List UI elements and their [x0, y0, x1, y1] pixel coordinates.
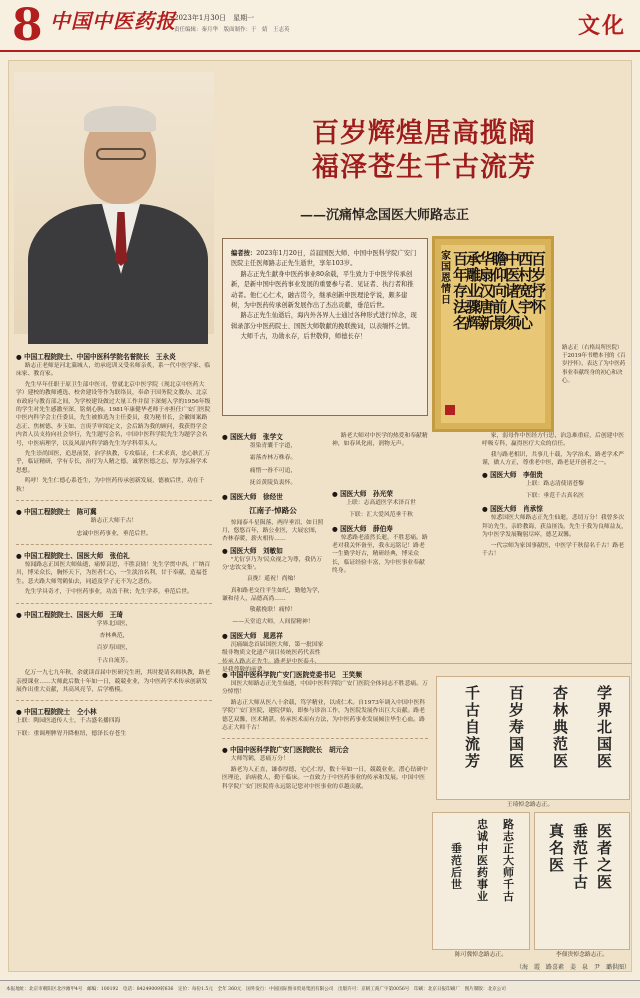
editor-credits: 责任编辑：秦月华 版面制作：于 婧 王志英 — [174, 27, 290, 33]
calligraphy-col: 百岁寿国医 — [509, 684, 525, 770]
tribute-author: ● 国医大师 刘敏如 — [222, 546, 324, 556]
tribute-paragraph: 路志正老师是河北藁城人，幼承庭训又受名师亲炙，系一代中医学家、临床家、教育家。 — [16, 363, 211, 378]
li-caption: 李佃贵悼念路志正。 — [555, 952, 609, 958]
tribute-paragraph: 大师驾鹤，悲痛万分！ — [230, 756, 289, 763]
tribute-verse: 墨染青囊千字道， — [249, 443, 297, 449]
calligraphy-col: 垂范千古 — [573, 822, 589, 891]
tribute-verse: 霜落杏林万株春。 — [249, 455, 297, 462]
page-number: 8 — [12, 0, 43, 51]
calligraphy-paper — [441, 245, 545, 423]
chen-caption: 陈可冀悼念路志正。 — [454, 952, 508, 958]
calligraphy-col: 华扇汉唐新 — [479, 250, 495, 332]
calligraphy-caption: 路志正（右格局所医院）于2019年书赠本刊的《百岁抒怀》，表达了为中医药事业奉献终身的初心和决心。 — [562, 345, 626, 384]
calligraphy-wangqi — [436, 676, 630, 800]
tribute-author: ● 中国工程院院士、中国中医科学院名誉院长 王永炎 — [16, 352, 212, 362]
tribute-column-5 — [222, 670, 428, 960]
tribute-author: ● 国医大师 晁恩祥 — [222, 631, 324, 641]
photo-credit: （海 霞 路喜素 姜 泉 尹 璐供图） — [515, 964, 630, 971]
tribute-paragraph: 惊悉国医大师路志正先生仙逝，悲切万分！我曾多次拜访先生，亲聆教诲，获益匪浅。先生于我为良师益友，为中医学发展鞠躬尽瘁，德艺双馨。 — [482, 515, 627, 539]
tribute-paragraph: 路老大师对中医学的热爱和奉献精神，如春风化雨，润物无声。 — [332, 433, 428, 448]
calligraphy-col: 百岁抒怀 — [531, 250, 547, 316]
tribute-column-2 — [222, 432, 324, 673]
footer-imprint: 本报地址：北京市朝阳区北沙滩甲4号 邮编：100192 电话：84249009转636 定价：每份1.5元 全年 360元 国外发行：中国国际图书贸易集团有限公司 出版许可：京朝工商广字第0056号 印刷：北京日报印刷厂 图片制版：北京公司 — [0, 980, 640, 997]
tribute-paragraph: 先生学具奇才，于中医药事业，功盖千秋；先生学养，垂范后世。 — [24, 589, 193, 596]
tribute-paragraph: 惊闻泰斗星陨落，两岸垂泪，如日照月，悠悠百年，路公业医，大展宏图，杏林春暖，薪火相传…… — [222, 519, 324, 543]
tribute-verse: 痛惜一眷不可追， — [249, 467, 297, 474]
editor-note-p2: 路志正先生献身中医药事业80余载，平生致力于中医学传承创新，是新中国中医药事业发展的重要参与者、见证者、执行者和推动者。他仁心仁术，融古贯今，继承创新中医理论学说，颇多建树，为中医药传承创新发展作出了杰出贡献，垂范后世。 — [231, 270, 414, 310]
tribute-verse: 忠诚中医药事业，垂范后世。 — [76, 530, 152, 537]
calligraphy-li — [534, 812, 630, 950]
editor-note-p1: 2023年1月20日，首届国医大师、中国中医科学院广安门医院主任医师路志正先生逝世，享年103岁。 — [231, 250, 417, 268]
section-title: 文化 — [577, 13, 626, 39]
tribute-paragraph: 真和路老交往平生如纪，勤勉为学，谦和待人，品德高尚…… — [222, 588, 324, 603]
divider — [16, 544, 212, 545]
tribute-author: ● 中国工程院院士、国医大师 张伯礼 — [16, 551, 212, 561]
tribute-paragraph: 惊悉路老溘然长逝，不胜悲痛。路老对我关怀备至，我永远铭记！路老一生勤学好古，精研经典，博采众长，临证经验丰富，为中医事业奉献终身。 — [332, 534, 428, 575]
calligraphy-chen — [432, 812, 530, 950]
tribute-paragraph: 亿万一九七九年秋，余就读首届中医研究生班，其时提请名师执教，路老亲授课业……大师此后数十年如一日，兢兢业业，为中医药学术传承创新发展作出重大贡献，其高风亮节，后学楷模。 — [16, 670, 211, 693]
wangqi-caption: 王琦悼念路志正。 — [506, 802, 554, 808]
tribute-verse: 路志正大师千古！ — [90, 518, 138, 525]
tribute-verse: ——天堂追大师，人间留精神！ — [232, 619, 314, 626]
tribute-author: ● 国医大师 薛伯寿 — [332, 524, 430, 534]
tribute-paragraph: 沉痛缅念首届国医大师，第一批国家级非物质文化遗产项目传统医药代表性传承人路志正先生。路老是中医泰斗，是我尊敬的前辈。 — [222, 641, 324, 673]
tribute-author: ● 国医大师 徐经世 — [222, 492, 324, 502]
calligraphy-col: 杏林典范医 — [553, 684, 569, 770]
calligraphy-col: 家国恩情日 — [441, 251, 451, 306]
divider — [222, 738, 428, 739]
calligraphy-col: 中医诸人须 — [505, 250, 521, 332]
tribute-paragraph: 惊闻路志正国医大师仙逝，痛悼哀思，不胜哀恸！先生学贯中西，广纳百川，博采众长，胸怀天下，为医者仁心，一生淡泊名利，甘于奉献，造福苍生。悲夫路大师驾鹤仙去，同道及学子无不为之悲伤。 — [16, 561, 211, 585]
tribute-verse: 下联：重调理脾胃升降枢纽，德泽长存苍生 — [16, 730, 127, 737]
calligraphy-col: 垂范后世 — [451, 842, 462, 891]
tribute-verse: 百岁寿国医， — [96, 645, 132, 652]
tribute-column-3 — [332, 432, 430, 660]
editor-note-label: 编者按： — [231, 250, 257, 257]
editor-note — [222, 238, 428, 416]
tribute-verse: 敬献挽联！痛悼！ — [249, 606, 297, 613]
subheadline: ——沉痛悼念国医大师路志正 — [300, 208, 470, 223]
calligraphy-col: 忠诚中医药事业 — [477, 818, 488, 903]
tribute-verse: 哀挽！遥祝！尚飨！ — [246, 575, 300, 582]
calligraphy-col: 真名医 — [549, 822, 565, 874]
tribute-paragraph: 先生崇尚国医，追思前贤，治学执教，专攻临证，仁术求真，忠心耿汇万乎，临证精研，学有专长，治疗为人精之德，诚掌医德之忘，厚为弘扬学术思想。 — [16, 451, 211, 474]
tribute-verse: 下联：垂范千古真名医 — [526, 493, 584, 500]
divider — [16, 500, 212, 501]
section-rule — [218, 663, 632, 664]
headline-line1: 百岁辉煌居高揽阔 — [312, 118, 536, 149]
calligraphy-col: 瞻仰向前景 — [492, 250, 508, 332]
tribute-author: ● 中国工程院院士 陈可冀 — [16, 507, 212, 517]
calligraphy-col: 医者之医 — [597, 822, 613, 891]
tribute-author: ● 中国工程院院士 仝小林 — [16, 707, 212, 717]
tribute-paragraph: 一代宗师为家国事献医，中医学千秋留名千古！路老千古！ — [482, 542, 625, 558]
calligraphy-col: 千古自流芳 — [465, 684, 481, 770]
divider — [16, 700, 212, 701]
masthead — [0, 0, 640, 52]
tribute-column-4 — [482, 432, 628, 660]
tribute-verse: 上联：志高道医学术泽百世 — [346, 499, 416, 506]
tribute-verse: 上联：路志清使诸苍黎 — [526, 480, 584, 487]
headline-line2: 福泽苍生千古流芳 — [312, 152, 536, 183]
tribute-verse: 上联：陶园医道传人士，千古盛名播四海 — [16, 718, 121, 725]
tribute-column-1 — [16, 352, 212, 972]
tribute-author: ● 中国中医科学院广安门医院院长 胡元会 — [222, 745, 428, 755]
divider — [16, 603, 212, 604]
editor-note-p3: 路志正先生仙逝后，海内外各界人士通过各种形式进行悼念，现辑录部分中医药院士、国医大师敬献的挽联挽词，以表缅怀之情。 — [231, 312, 417, 330]
tribute-verse: 抚首黄陵负衷怀。 — [249, 480, 297, 487]
tribute-paragraph: 我与路老相识，共事几十载，为学治术，路老学术严谨，做人方正，尊重老中医，路老是开创者之一。 — [482, 451, 625, 467]
tribute-author: ● 中国中医科学院广安门医院党委书记 王笑频 — [222, 670, 428, 680]
calligraphy-col: 百年存法名 — [453, 250, 469, 332]
tribute-paragraph: 先生早年任职于原卫生部中医司，曾就北京中医学院（现北京中医药大学）建校的教师遴选、校舍建设等作为联络员，奉命于国务院文教办、北京市政府与教育部之间，为学校建设做过大量工作并留下深刻入学的1956年级的学生对先生感激至深，铭刻心胸。1981年康健华老师于亦担任广安门医院中医内科学会主任委员，先生被推选为主任委员，我为秘书长，会徽图案路志正、焦树德、步玉如、言庚孚审阅定文，会后路为我的顾问，我获得学会内省人员支持向社会举行，先生题写会名，中国中医科学院先生为题学会名号，中医病理学，以及风湿内科学路先生为学科带头人。 — [16, 381, 211, 447]
tribute-paragraph: 家，弱母作中医经方行思，治急难重症，后创建中医呼吸专科，赢得医疗大众的信任。 — [482, 433, 625, 448]
tribute-author: ● 国医大师 孙光荣 — [332, 489, 430, 499]
tribute-paragraph: 呜呼！先生仁德心系苍生，为中医药传承创新发展，德被后世，功在千秋！ — [16, 478, 205, 493]
portrait-glasses — [96, 148, 146, 160]
calligraphy-col: 西村宽宇心 — [518, 250, 534, 332]
issue-date: 2023年1月30日 星期一 — [174, 14, 255, 22]
portrait-photo — [14, 72, 214, 334]
tribute-author: ● 国医大师 肖承悰 — [482, 504, 628, 514]
tribute-author: ● 中国工程院院士、国医大师 王琦 — [16, 610, 212, 620]
tribute-verse: 杏林典范， — [99, 632, 129, 639]
red-seal — [445, 405, 455, 415]
calligraphy-col: 承雕业骤辉 — [466, 250, 482, 332]
calligraphy-col: 学界北国医 — [597, 684, 613, 770]
tribute-poem-title: 江南子·悼路公 — [249, 505, 297, 515]
calligraphy-col: 路志正大师千古 — [503, 818, 514, 903]
tribute-paragraph: 路老为人正直，谦恭厚德，宅心仁厚，数十年如一日，兢兢业业，潜心钻研中医理论，治病救人，勤于临床。一直致力于中医药事业的传承和发展。中国中医科学院广安门医院将永远铭记您对中医事业的卓越贡献。 — [222, 766, 428, 790]
portrait-hair — [84, 106, 156, 132]
tribute-author: ● 国医大师 张学文 — [222, 432, 324, 442]
tribute-verse: 千古自流芳。 — [96, 657, 132, 664]
tribute-paragraph: 国医大师路志正先生仙逝，中国中医科学院广安门医院全体同志不胜悲痛。万分悼惜！ — [222, 681, 428, 696]
tribute-paragraph: "尤衍享乃为'民众视之为尊，我仍万分'忠饮交集'。 — [222, 556, 322, 572]
editor-note-p4: 大师千古，功勋永存，后世敬仰，师德长存！ — [240, 333, 367, 341]
paper-logo: 中国中医药报 — [50, 9, 176, 33]
tribute-verse: 下联：汇大爱风范垂千秋 — [349, 512, 413, 519]
calligraphy-scroll — [432, 236, 554, 432]
tribute-verse: 学界北国医， — [96, 620, 132, 627]
tribute-paragraph: 路志正大师从医八十余载，笃学精业，以成仁术。自1973年调入中国中医科学院广安门医院，建院伊始，即参与诊治工作，为医院发展作出巨大贡献。路老德艺双馨，医术精湛，传承医术而有方法，为中医药事业发展倾注毕生心血。路志正大师千古！ — [222, 699, 426, 732]
tribute-author: ● 国医大师 李佃贵 — [482, 470, 628, 480]
